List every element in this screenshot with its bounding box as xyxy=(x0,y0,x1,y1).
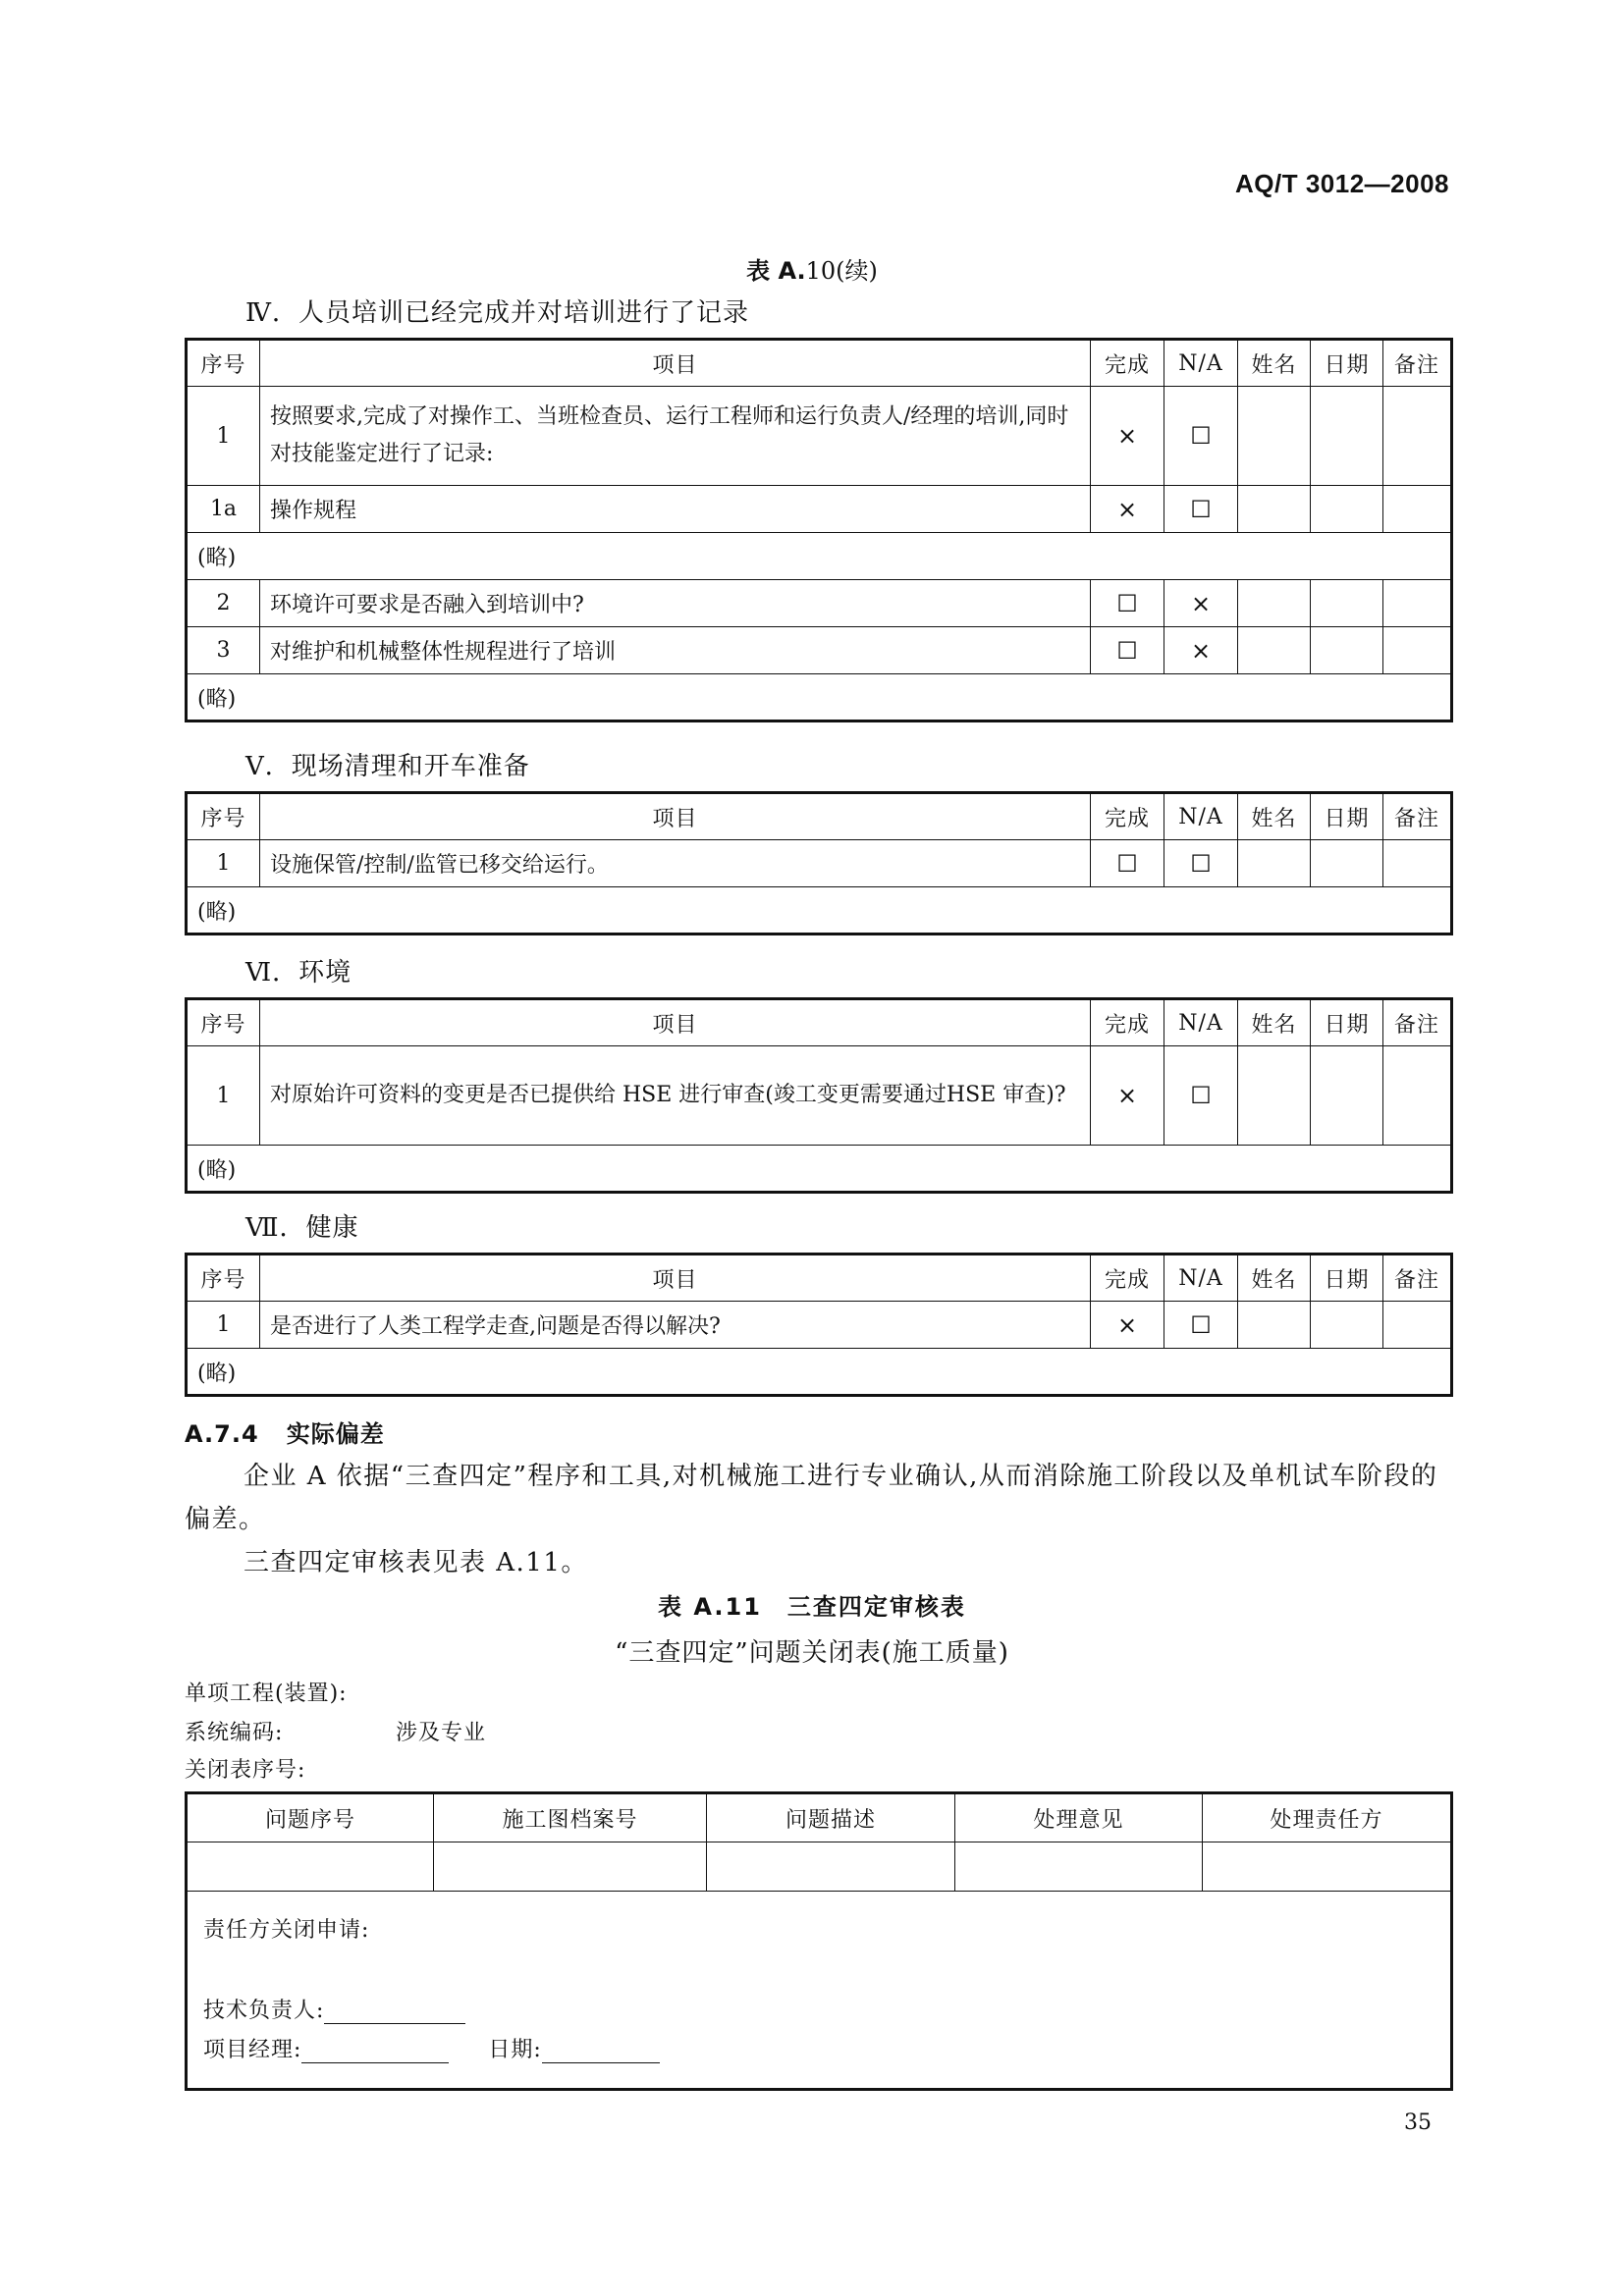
row-item: 操作规程 xyxy=(260,486,1091,533)
date-cell[interactable] xyxy=(1311,627,1383,674)
col-name: 姓名 xyxy=(1238,999,1311,1046)
name-cell[interactable] xyxy=(1238,486,1311,533)
col-done: 完成 xyxy=(1091,999,1164,1046)
section-title-vii: Ⅶ．健康 xyxy=(245,1213,359,1243)
tech-lead-label: 技术负责人: xyxy=(203,1999,325,2023)
done-checkbox[interactable]: ☐ xyxy=(1091,840,1164,887)
row-seq: 2 xyxy=(187,580,260,627)
table-caption-label: 表 A. xyxy=(746,257,806,285)
col-responsible: 处理责任方 xyxy=(1203,1793,1452,1842)
section-title-vi: Ⅵ．环境 xyxy=(245,958,352,988)
pm-line xyxy=(203,2033,660,2063)
field-discipline: 涉及专业 xyxy=(396,1721,487,1745)
na-checkbox[interactable]: × xyxy=(1164,580,1238,627)
remark-cell[interactable] xyxy=(1383,627,1452,674)
col-date: 日期 xyxy=(1311,1255,1383,1302)
date-label: 日期: xyxy=(488,2038,542,2062)
col-na: N/A xyxy=(1164,999,1238,1046)
date-cell[interactable] xyxy=(1311,486,1383,533)
omitted-row xyxy=(187,1349,1452,1396)
tech-lead-line xyxy=(203,1994,465,2024)
col-date: 日期 xyxy=(1311,340,1383,387)
omitted-row xyxy=(187,533,1452,580)
omitted-note: (略) xyxy=(187,674,1452,721)
row-seq: 3 xyxy=(187,627,260,674)
omitted-note: (略) xyxy=(187,1146,1452,1193)
col-done: 完成 xyxy=(1091,340,1164,387)
name-cell[interactable] xyxy=(1238,580,1311,627)
done-checkbox[interactable]: × xyxy=(1091,1046,1164,1146)
subsection-paragraph-1: 企业 A 依据“三查四定”程序和工具,对机械施工进行专业确认,从而消除施工阶段以及单机试车阶段的偏差。 xyxy=(185,1462,1438,1534)
col-na: N/A xyxy=(1164,793,1238,840)
col-date: 日期 xyxy=(1311,999,1383,1046)
table-row xyxy=(187,486,1452,533)
na-checkbox[interactable]: ☐ xyxy=(1164,1046,1238,1146)
omitted-row xyxy=(187,1146,1452,1193)
pm-signature[interactable] xyxy=(301,2039,449,2063)
name-cell[interactable] xyxy=(1238,1046,1311,1146)
col-remark: 备注 xyxy=(1383,793,1452,840)
col-remark: 备注 xyxy=(1383,340,1452,387)
done-checkbox[interactable]: × xyxy=(1091,1302,1164,1349)
closure-data-row xyxy=(187,1842,1452,1892)
na-checkbox[interactable]: ☐ xyxy=(1164,387,1238,486)
done-checkbox[interactable]: × xyxy=(1091,387,1164,486)
remark-cell[interactable] xyxy=(1383,580,1452,627)
table-row xyxy=(187,1046,1452,1146)
date-cell[interactable] xyxy=(1311,580,1383,627)
col-remark: 备注 xyxy=(1383,999,1452,1046)
row-seq: 1 xyxy=(187,840,260,887)
na-checkbox[interactable]: ☐ xyxy=(1164,840,1238,887)
checklist-table-iv xyxy=(185,338,1453,722)
document-code: AQ/T 3012—2008 xyxy=(1234,169,1449,198)
col-name: 姓名 xyxy=(1238,793,1311,840)
row-item: 环境许可要求是否融入到培训中? xyxy=(260,580,1091,627)
col-na: N/A xyxy=(1164,340,1238,387)
table-row xyxy=(187,627,1452,674)
page-number: 35 xyxy=(1404,2110,1432,2135)
table-header-row xyxy=(187,793,1452,840)
remark-cell[interactable] xyxy=(1383,1302,1452,1349)
row-seq: 1 xyxy=(187,387,260,486)
omitted-row xyxy=(187,887,1452,934)
row-item: 对维护和机械整体性规程进行了培训 xyxy=(260,627,1091,674)
omitted-note: (略) xyxy=(187,887,1452,934)
name-cell[interactable] xyxy=(1238,387,1311,486)
table-header-row xyxy=(187,1255,1452,1302)
col-seq: 序号 xyxy=(187,340,260,387)
col-issue-no: 问题序号 xyxy=(187,1793,434,1842)
subsection-title: 实际偏差 xyxy=(286,1420,385,1448)
col-seq: 序号 xyxy=(187,793,260,840)
drawing-no-cell[interactable] xyxy=(434,1842,707,1892)
tech-lead-signature[interactable] xyxy=(324,2000,465,2024)
name-cell[interactable] xyxy=(1238,1302,1311,1349)
omitted-note: (略) xyxy=(187,533,1452,580)
name-cell[interactable] xyxy=(1238,627,1311,674)
done-checkbox[interactable]: × xyxy=(1091,486,1164,533)
name-cell[interactable] xyxy=(1238,840,1311,887)
row-seq: 1a xyxy=(187,486,260,533)
table-caption-number: 10 xyxy=(805,257,837,285)
checklist-table-v xyxy=(185,791,1453,935)
col-opinion: 处理意见 xyxy=(955,1793,1203,1842)
na-checkbox[interactable]: × xyxy=(1164,627,1238,674)
date-cell[interactable] xyxy=(1311,1046,1383,1146)
table2-subtitle: “三查四定”问题关闭表(施工质量) xyxy=(615,1638,1009,1668)
row-item: 是否进行了人类工程学走查,问题是否得以解决? xyxy=(260,1302,1091,1349)
signoff-row xyxy=(187,1892,1452,2090)
description-cell[interactable] xyxy=(707,1842,955,1892)
omitted-note: (略) xyxy=(187,1349,1452,1396)
table-row xyxy=(187,840,1452,887)
row-seq: 1 xyxy=(187,1046,260,1146)
col-item: 项目 xyxy=(260,1255,1091,1302)
closure-table xyxy=(185,1791,1453,2091)
field-system-code: 系统编码: xyxy=(185,1721,284,1745)
field-close-number: 关闭表序号: xyxy=(185,1758,306,1783)
subsection-number: A.7.4 xyxy=(185,1420,259,1448)
signoff-cell xyxy=(187,1892,1452,2090)
col-seq: 序号 xyxy=(187,999,260,1046)
date-cell[interactable] xyxy=(1311,840,1383,887)
col-item: 项目 xyxy=(260,340,1091,387)
row-seq: 1 xyxy=(187,1302,260,1349)
col-na: N/A xyxy=(1164,1255,1238,1302)
col-seq: 序号 xyxy=(187,1255,260,1302)
opinion-cell[interactable] xyxy=(955,1842,1203,1892)
remark-cell[interactable] xyxy=(1383,1046,1452,1146)
table-row xyxy=(187,1302,1452,1349)
table-header-row xyxy=(187,999,1452,1046)
col-done: 完成 xyxy=(1091,1255,1164,1302)
col-remark: 备注 xyxy=(1383,1255,1452,1302)
col-description: 问题描述 xyxy=(707,1793,955,1842)
done-checkbox[interactable]: ☐ xyxy=(1091,627,1164,674)
remark-cell[interactable] xyxy=(1383,486,1452,533)
checklist-table-vi xyxy=(185,997,1453,1194)
col-date: 日期 xyxy=(1311,793,1383,840)
col-name: 姓名 xyxy=(1238,340,1311,387)
col-name: 姓名 xyxy=(1238,1255,1311,1302)
table-row xyxy=(187,580,1452,627)
row-item: 按照要求,完成了对操作工、当班检查员、运行工程师和运行负责人/经理的培训,同时对技能鉴定进行了记录: xyxy=(260,387,1091,486)
checklist-table-vii xyxy=(185,1253,1453,1397)
table-caption xyxy=(0,251,1624,286)
remark-cell[interactable] xyxy=(1383,387,1452,486)
section-title-v: Ⅴ．现场清理和开车准备 xyxy=(245,752,530,781)
subsection-heading xyxy=(185,1415,385,1449)
closure-header-row xyxy=(187,1793,1452,1842)
table-caption-suffix: (续) xyxy=(836,257,878,285)
close-apply-label: 责任方关闭申请: xyxy=(203,1918,370,1943)
field-project: 单项工程(装置): xyxy=(185,1682,348,1706)
date-cell[interactable] xyxy=(1311,387,1383,486)
section-title-iv: Ⅳ．人员培训已经完成并对培训进行了记录 xyxy=(245,298,749,328)
col-done: 完成 xyxy=(1091,793,1164,840)
na-checkbox[interactable]: ☐ xyxy=(1164,1302,1238,1349)
responsible-cell[interactable] xyxy=(1203,1842,1452,1892)
na-checkbox[interactable]: ☐ xyxy=(1164,486,1238,533)
table2-caption: 表 A.11 三查四定审核表 xyxy=(658,1593,966,1621)
remark-cell[interactable] xyxy=(1383,840,1452,887)
table-header-row xyxy=(187,340,1452,387)
table-row xyxy=(187,387,1452,486)
issue-no-cell[interactable] xyxy=(187,1842,434,1892)
col-drawing-no: 施工图档案号 xyxy=(434,1793,707,1842)
subsection-paragraph-2: 三查四定审核表见表 A.11。 xyxy=(244,1548,588,1577)
col-item: 项目 xyxy=(260,999,1091,1046)
pm-label: 项目经理: xyxy=(203,2038,302,2062)
date-signature[interactable] xyxy=(542,2039,660,2063)
date-cell[interactable] xyxy=(1311,1302,1383,1349)
row-item: 设施保管/控制/监管已移交给运行。 xyxy=(260,840,1091,887)
col-item: 项目 xyxy=(260,793,1091,840)
omitted-row xyxy=(187,674,1452,721)
done-checkbox[interactable]: ☐ xyxy=(1091,580,1164,627)
row-item: 对原始许可资料的变更是否已提供给 HSE 进行审查(竣工变更需要通过HSE 审查)? xyxy=(260,1046,1091,1146)
